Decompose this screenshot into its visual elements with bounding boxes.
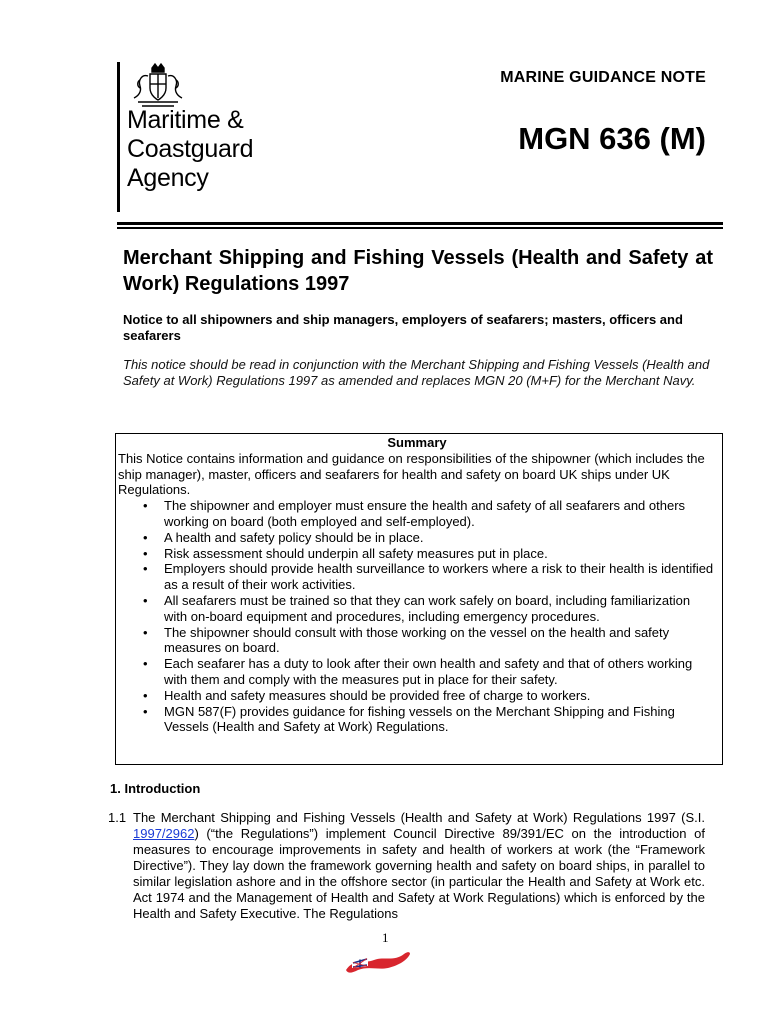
paragraph-text-before-link: The Merchant Shipping and Fishing Vessels (Health and Safety at Work) Regulations 1997 (S.I.	[133, 810, 705, 825]
paragraph-number: 1.1	[108, 810, 127, 825]
agency-name-line-2: Coastguard	[127, 135, 254, 163]
header-double-rule	[117, 222, 723, 229]
summary-bullet: • A health and safety policy should be in place.	[118, 530, 716, 546]
agency-name-line-3: Agency	[127, 164, 209, 192]
summary-bullet-list	[118, 498, 716, 735]
statutory-instrument-link[interactable]: 1997/2962	[133, 826, 195, 841]
summary-bullet: • The shipowner and employer must ensure the health and safety of all seafarers and others working on board (both employed and self-employed).	[118, 498, 716, 530]
summary-heading: Summary	[387, 435, 447, 450]
agency-name-line-1: Maritime &	[127, 106, 244, 134]
intro-note: This notice should be read in conjunction with the Merchant Shipping and Fishing Vessels (Health and Safety at Work) Regulations 1997 as amended and replaces MGN 20 (M+F) for the Merchant Navy.	[123, 357, 710, 388]
paragraph-text-after-link: ) (“the Regulations”) implement Council Directive 89/391/EC on the introduction of measures to encourage improvements in safety and health of workers at work (the “Framework Directive”). They lay down the framework governing health and safety on board ships, in parallel to similar legislation ashore and in the offshore sector (in particular the Health and Safety at Work etc. Act 1974 and the Management of Health and Safety at Work Regulations) which is enforced by the Health and Safety Executive. The Regulations	[133, 826, 705, 921]
agency-name	[127, 106, 253, 193]
red-ensign-flag-icon	[344, 948, 412, 976]
section-heading-introduction: 1. Introduction	[110, 781, 201, 796]
page-number: 1	[382, 930, 389, 945]
summary-bullet: • The shipowner should consult with those working on the vessel on the health and safety measures on board.	[118, 625, 716, 657]
summary-text: This Notice contains information and guidance on responsibilities of the shipowner (which includes the ship manager), master, officers and seafarers for health and safety on board UK ships under UK Regulations.	[118, 450, 705, 498]
summary-box	[115, 433, 723, 765]
agency-logo	[100, 40, 300, 210]
notice-audience: Notice to all shipowners and ship managers, employers of seafarers; masters, officers and seafarers	[123, 312, 683, 343]
summary-bullet: • Each seafarer has a duty to look after their own health and safety and that of others working with them and comply with the measures put in place for their safety.	[118, 656, 716, 688]
summary-bullet: • Risk assessment should underpin all safety measures put in place.	[118, 546, 716, 562]
summary-bullet: • All seafarers must be trained so that they can work safely on board, including familiarization with on-board equipment and procedures, including emergency procedures.	[118, 593, 716, 625]
logo-divider	[117, 62, 120, 212]
document-number: MGN 636 (M)	[518, 121, 706, 156]
summary-bullet: • Employers should provide health surveillance to workers where a risk to their health is identified as a result of their work activities.	[118, 561, 716, 593]
summary-bullet: • MGN 587(F) provides guidance for fishing vessels on the Merchant Shipping and Fishing Vessels (Health and Safety at Work) Regulations.	[118, 704, 716, 736]
document-title: Merchant Shipping and Fishing Vessels (Health and Safety at Work) Regulations 1997	[123, 247, 713, 295]
summary-bullet: • Health and safety measures should be provided free of charge to workers.	[118, 688, 716, 704]
document-type: MARINE GUIDANCE NOTE	[500, 69, 706, 86]
royal-crest-icon	[130, 62, 186, 110]
paragraph-1-1	[133, 810, 705, 922]
